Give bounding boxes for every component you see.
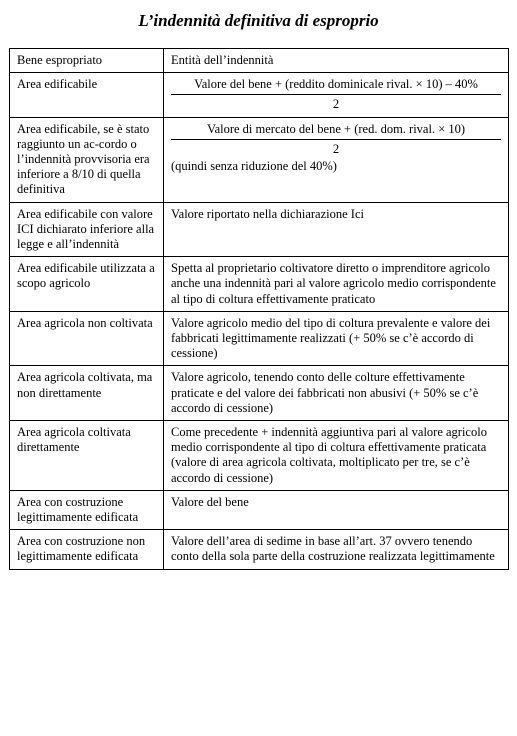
cell-indennita-formula (164, 73, 509, 117)
formula-denominator: 2 (332, 141, 340, 156)
table-row (10, 73, 509, 117)
cell-bene: Area con costruzione legittimamente edificata (10, 490, 164, 529)
header-entita-indennita: Entità dell’indennità (164, 49, 509, 73)
cell-bene: Area edificabile con valore ICI dichiarato inferiore alla legge e all’indennità (10, 202, 164, 257)
cell-bene: Area edificabile, se è stato raggiunto un ac-cordo o l’indennità provvisoria era inferiore a 8/10 di quella definitiva (10, 117, 164, 202)
cell-bene: Area con costruzione non legittimamente edificata (10, 530, 164, 569)
formula-fraction (171, 77, 501, 112)
table-row (10, 421, 509, 491)
cell-indennita: Valore riportato nella dichiarazione Ici (164, 202, 509, 257)
cell-bene: Area agricola coltivata direttamente (10, 421, 164, 491)
cell-indennita: Valore agricolo, tenendo conto delle colture effettivamente praticate e del valore dei fabbricati non abusivi (+ 50% se c’è accordo di cessione) (164, 366, 509, 421)
formula-fraction (171, 122, 501, 157)
table-row (10, 311, 509, 366)
formula-note: (quindi senza riduzione del 40%) (171, 159, 337, 174)
table-row (10, 117, 509, 202)
table-row (10, 366, 509, 421)
cell-indennita: Spetta al proprietario coltivatore diretto o imprenditore agricolo anche una indennità pari al valore agricolo medio corrispondente al tipo di coltura effettivamente praticato (164, 257, 509, 312)
cell-indennita: Valore del bene (164, 490, 509, 529)
cell-indennita: Valore agricolo medio del tipo di coltura prevalente e valore dei fabbricati legittimamente realizzati (+ 50% se c’è accordo di cessione) (164, 311, 509, 366)
cell-indennita-formula (164, 117, 509, 202)
cell-bene: Area agricola coltivata, ma non direttamente (10, 366, 164, 421)
table-row (10, 490, 509, 529)
table-row (10, 530, 509, 569)
indemnity-table (9, 48, 509, 570)
cell-bene: Area edificabile (10, 73, 164, 117)
cell-bene: Area edificabile utilizzata a scopo agricolo (10, 257, 164, 312)
table-row (10, 257, 509, 312)
cell-indennita: Valore dell’area di sedime in base all’art. 37 ovvero tenendo conto della sola parte della costruzione realizzata legittimamente (164, 530, 509, 569)
cell-bene: Area agricola non coltivata (10, 311, 164, 366)
table-row (10, 202, 509, 257)
formula-numerator: Valore del bene + (reddito dominicale rival. × 10) – 40% (171, 77, 501, 95)
formula-numerator: Valore di mercato del bene + (red. dom. rival. × 10) (171, 122, 501, 140)
header-bene-espropriato: Bene espropriato (10, 49, 164, 73)
formula-denominator: 2 (332, 97, 340, 112)
cell-indennita: Come precedente + indennità aggiuntiva pari al valore agricolo medio corrispondente al tipo di coltura effettivamente praticata (valore di area agricola coltivata, moltiplicato per tre, se c’è accordo di cessione) (164, 421, 509, 491)
document-title: L’indennità definitiva di esproprio (138, 11, 379, 30)
table-header-row (10, 49, 509, 73)
